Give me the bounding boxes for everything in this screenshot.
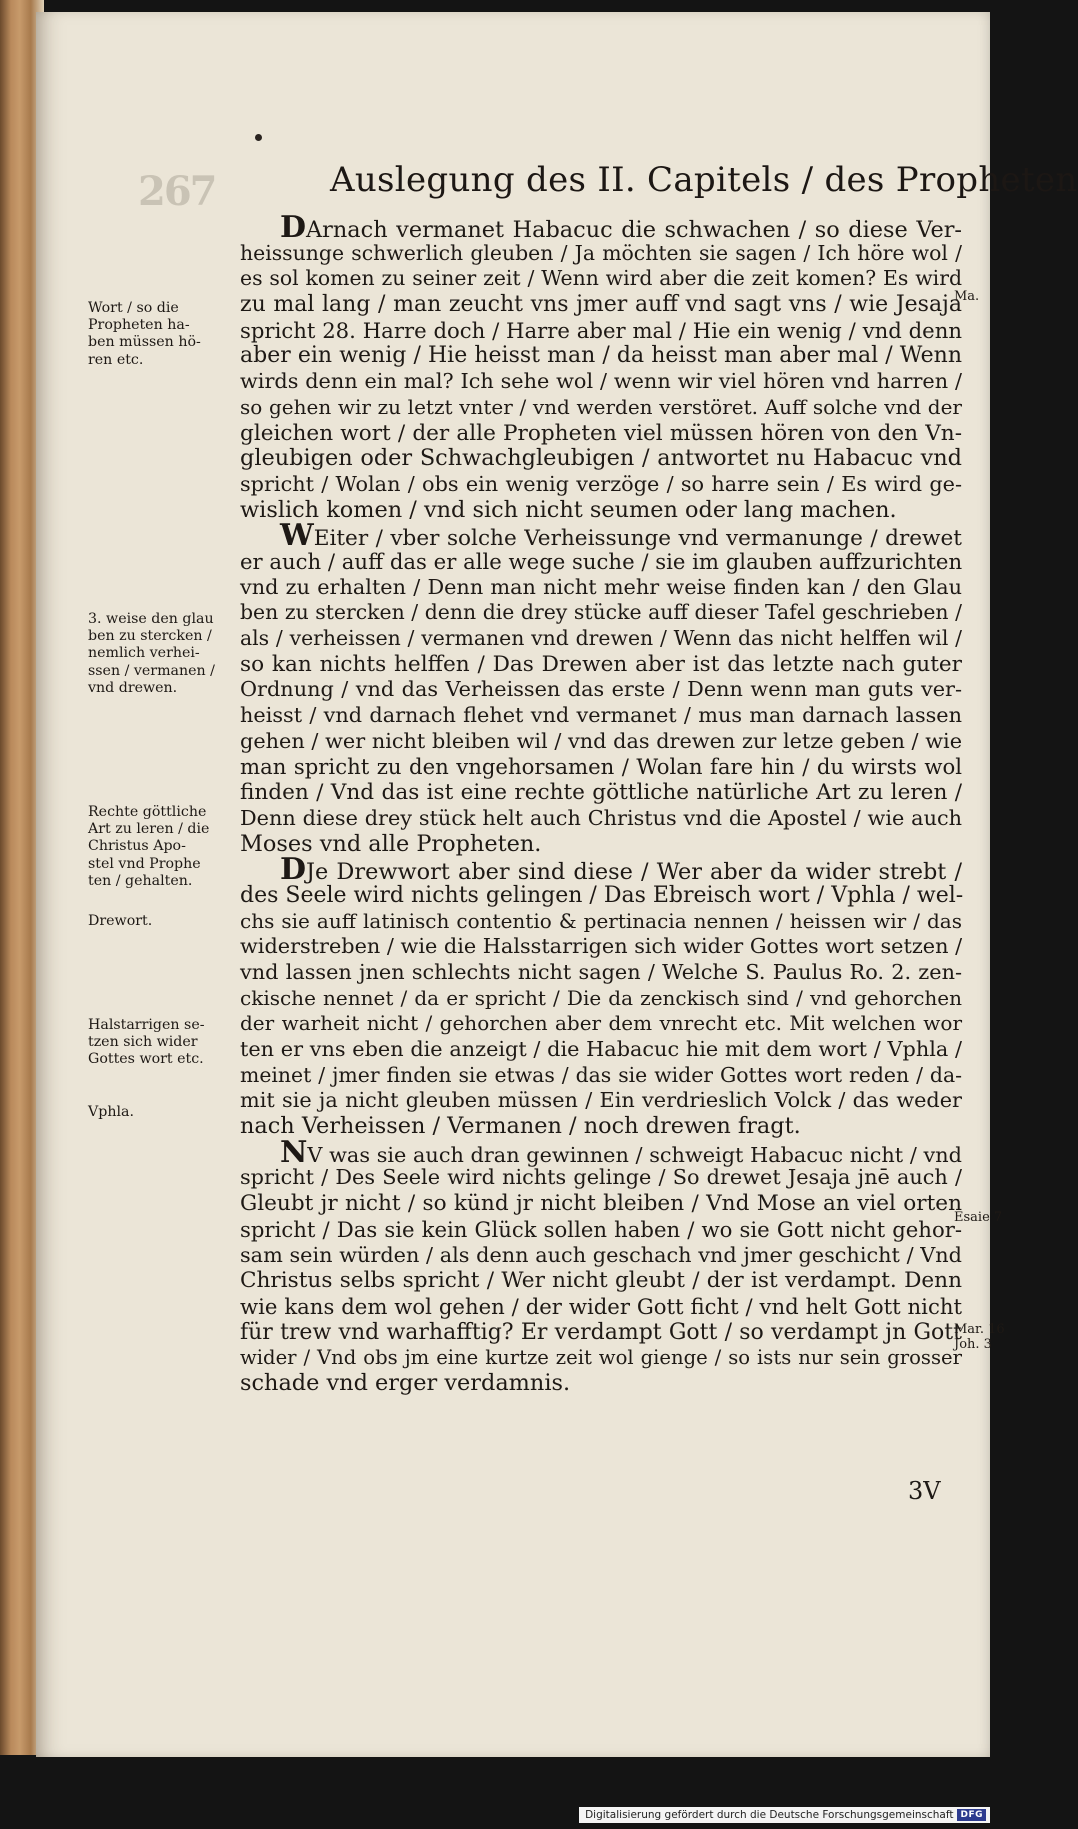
right-note-line: Esaie 7 (954, 1210, 1003, 1225)
scan-bottom-bar (0, 1757, 1000, 1829)
body-line-text: des Seele wird nichts gelingen / Das Ebreisch wort / Vphla / wel- (240, 882, 964, 908)
body-line-text: Christus selbs spricht / Wer nicht gleubt / der ist verdampt. Denn (240, 1268, 962, 1294)
body-line-text: chs sie auff latinisch contentio & pertinacia nennen / heissen wir / das (240, 908, 962, 933)
body-line-text: wie kans dem wol gehen / der wider Gott ficht / vnd helt Gott nicht (240, 1293, 962, 1319)
body-line (240, 909, 962, 935)
body-line (240, 852, 962, 888)
body-line (240, 960, 962, 986)
body-line (240, 1165, 962, 1191)
body-line-text: Arnach vermanet Habacuc die schwachen / so diese Ver- (306, 217, 962, 243)
margin-note-line: ben müssen hö- (88, 334, 201, 351)
body-line (240, 832, 962, 858)
right-margin-note (954, 1210, 1003, 1225)
dfg-logo: DFG (957, 1809, 986, 1821)
body-line-text: wirds denn ein mal? Ich sehe wol / wenn wir viel hören vnd harren / (240, 369, 962, 394)
body-line (240, 1320, 962, 1346)
body-line-text: gleubigen oder Schwachgleubigen / antwortet nu Habacuc vnd (240, 445, 962, 472)
body-line (240, 369, 962, 395)
body-line-text: heissunge schwerlich gleuben / Ja möchten sie sagen / Ich höre wol / (240, 240, 962, 265)
body-line-text: zu mal lang / man zeucht vns jmer auff vnd sagt vns / wie Jesaja (240, 292, 962, 318)
margin-note-line: 3. weise den glau (88, 611, 214, 627)
margin-note-line: ten / gehalten. (88, 872, 193, 889)
body-line-text: schade vnd erger verdamnis. (240, 1369, 571, 1396)
bleed-through-page-number: 267 (138, 168, 216, 215)
body-line (240, 421, 962, 447)
right-note-line: Ma. (954, 289, 980, 304)
body-line-text: widerstreben / wie die Halsstarrigen sich wider Gottes wort setzen / (240, 934, 963, 959)
body-line-text: spricht / Des Seele wird nichts gelinge / So drewet Jesaja jnē auch / (240, 1165, 962, 1190)
body-line (240, 1191, 962, 1217)
body-line-text: Moses vnd alle Propheten. (240, 830, 542, 857)
margin-note-line: ssen / vermanen / (88, 662, 215, 679)
body-line (240, 395, 962, 421)
margin-note-line: Gottes wort etc. (88, 1051, 204, 1068)
body-line (240, 518, 962, 554)
body-line (240, 1371, 962, 1397)
body-line (240, 677, 962, 703)
margin-note (88, 1017, 240, 1069)
right-margin-note (954, 1322, 1005, 1352)
body-line-text: ckische nennet / da er spricht / Die da zenckisch sind / vnd gehorchen (240, 985, 962, 1010)
body-line (240, 292, 962, 318)
body-line (240, 1243, 962, 1269)
body-line (240, 1345, 962, 1371)
body-line-text: V was sie auch dran gewinnen / schweigt Habacuc nicht / vnd (307, 1142, 962, 1167)
body-line-text: heisst / vnd darnach flehet vnd vermanet / mus man darnach lassen (240, 703, 962, 728)
body-line-text: er auch / auff das er alle wege suche / sie im glauben auffzurichten (240, 548, 963, 574)
body-line (240, 343, 962, 369)
body-line-text: Eiter / vber solche Verheissunge vnd vermanunge / drewet (313, 526, 962, 552)
margin-note-line: nemlich verhei- (88, 645, 200, 662)
body-line (240, 1134, 962, 1170)
body-line-text: so gehen wir zu letzt vnter / vnd werden verstöret. Auff solche vnd der (240, 394, 962, 419)
catchword: 3V (908, 1477, 941, 1505)
margin-note (88, 1104, 240, 1121)
initial-letter: D (280, 210, 307, 245)
credit-text: Digitalisierung gefördert durch die Deutsche Forschungsgemeinschaft (585, 1809, 954, 1821)
body-line-text: ten er vns eben die anzeigt / die Habacuc hie mit dem wort / Vphla / (240, 1037, 962, 1061)
right-note-line: Joh. 3 (954, 1337, 992, 1352)
body-line-text: spricht / Wolan / obs ein wenig verzöge / so harre sein / Es wird ge- (240, 471, 962, 496)
body-line-text: Denn diese drey stück helt auch Christus vnd die Apostel / wie auch (240, 805, 962, 830)
initial-letter: W (280, 518, 314, 554)
body-line-text: wislich komen / vnd sich nicht seumen oder lang machen. (240, 496, 897, 523)
body-line (240, 1114, 962, 1140)
right-note-line: Mar. 16 (954, 1322, 1005, 1337)
body-line (240, 472, 962, 498)
margin-note-line: Rechte göttliche (88, 804, 207, 820)
body-text (240, 210, 964, 1397)
right-margin-note (954, 289, 994, 304)
body-line (240, 729, 962, 755)
body-line (240, 626, 962, 652)
body-line (240, 318, 962, 344)
body-line (240, 883, 962, 909)
body-line-text: aber ein wenig / Hie heisst man / da heisst man aber mal / Wenn (240, 343, 962, 369)
body-line-text: Gleubt jr nicht / so künd jr nicht bleiben / Vnd Mose an viel orten (240, 1191, 962, 1217)
body-line (240, 549, 962, 575)
body-line-text: gleichen wort / der alle Propheten viel müssen hören von den Vn- (240, 420, 962, 446)
body-line-text: vnd lassen jnen schlechts nicht sagen / Welche S. Paulus Ro. 2. zen- (240, 959, 962, 984)
margin-note-line: Art zu leren / die (88, 821, 210, 838)
body-line (240, 1294, 962, 1320)
body-line-text: wider / Vnd obs jm eine kurtze zeit wol gienge / so ists nur sein grosser (240, 1346, 962, 1370)
body-line-text: so kan nichts helffen / Das Drewen aber ist das letzte nach guter (240, 651, 962, 677)
body-line (240, 806, 962, 832)
body-line (240, 600, 962, 626)
margin-note (88, 804, 240, 890)
body-line-text: nach Verheissen / Vermanen / noch drewen fragt. (240, 1113, 801, 1140)
body-line-text: vnd zu erhalten / Denn man nicht mehr weise finden kan / den Glau (240, 574, 962, 599)
body-line-text: meinet / jmer finden sie etwas / das sie wider Gottes wort reden / da- (240, 1062, 962, 1087)
margin-note-line: Christus Apo- (88, 838, 186, 855)
body-line (240, 652, 962, 678)
body-line (240, 241, 962, 267)
body-line (240, 703, 962, 729)
margin-note-line: Propheten ha- (88, 317, 190, 334)
digitization-credit (579, 1807, 990, 1823)
body-line (240, 986, 962, 1012)
body-line-text: für trew vnd warhafftig? Er verdampt Gott / so verdampt jn Gott (240, 1319, 962, 1345)
body-line-text: ben zu stercken / denn die drey stücke auff dieser Tafel geschrieben / (240, 600, 962, 625)
margin-note-line: tzen sich wider (88, 1034, 198, 1051)
body-line-text: als / verheissen / vermanen vnd drewen / Wenn das nicht helffen wil / (240, 626, 962, 650)
body-line-text: sam sein würden / als denn auch geschach vnd jmer geschicht / Vnd (240, 1242, 962, 1267)
body-line-text: finden / Vnd das ist eine rechte göttliche natürliche Art zu leren / (240, 780, 962, 806)
body-line (240, 446, 962, 472)
body-line-text: es sol komen zu seiner zeit / Wenn wird aber die zeit komen? Es wird (240, 266, 962, 291)
body-line (240, 1268, 962, 1294)
body-line (240, 1088, 962, 1114)
body-line-text: mit sie ja nicht gleuben müssen / Ein verdrieslich Volck / das weder (240, 1088, 962, 1113)
margin-note (88, 300, 240, 369)
body-line (240, 1037, 962, 1063)
body-line-text: man spricht zu den vngehorsamen / Wolan fare hin / du wirsts wol (240, 754, 962, 780)
body-line (240, 1217, 962, 1243)
margin-note-line: vnd drewen. (88, 679, 178, 696)
body-line-text: der warheit nicht / gehorchen aber dem vnrecht etc. Mit welchen wor (240, 1011, 962, 1036)
initial-letter: N (280, 1134, 308, 1170)
margin-note-line: Wort / so die (88, 300, 179, 316)
margin-note-line: Vphla. (88, 1104, 134, 1120)
body-line-text: spricht / Das sie kein Glück sollen haben / wo sie Gott nicht gehor- (240, 1216, 962, 1242)
margin-note-line: ren etc. (88, 351, 144, 368)
body-line (240, 210, 962, 245)
margin-note-line: ben zu stercken / (88, 628, 212, 645)
body-line (240, 1063, 962, 1089)
ink-dot (255, 134, 262, 141)
body-line (240, 498, 962, 524)
body-line-text: Je Drewwort aber sind diese / Wer aber da wider strebt / (306, 859, 962, 886)
body-line-text: spricht 28. Harre doch / Harre aber mal / Hie ein wenig / vnd denn (240, 317, 962, 343)
initial-letter: D (280, 852, 307, 888)
body-line (240, 1011, 962, 1037)
body-line (240, 934, 962, 960)
margin-note-line: Halstarrigen se- (88, 1017, 205, 1033)
margin-note-line: Drewort. (88, 913, 153, 929)
body-line-text: gehen / wer nicht bleiben wil / vnd das drewen zur letze geben / wie (240, 728, 962, 753)
body-line-text: Ordnung / vnd das Verheissen das erste / Denn wenn man guts ver- (240, 677, 962, 702)
body-line (240, 575, 962, 601)
running-header: Auslegung des II. Capitels / des Propheten (330, 160, 1078, 200)
body-line (240, 754, 962, 780)
margin-note (88, 913, 240, 930)
body-line (240, 266, 962, 292)
margin-note-line: stel vnd Prophe (88, 855, 201, 872)
margin-note (88, 611, 240, 697)
body-line (240, 780, 962, 806)
